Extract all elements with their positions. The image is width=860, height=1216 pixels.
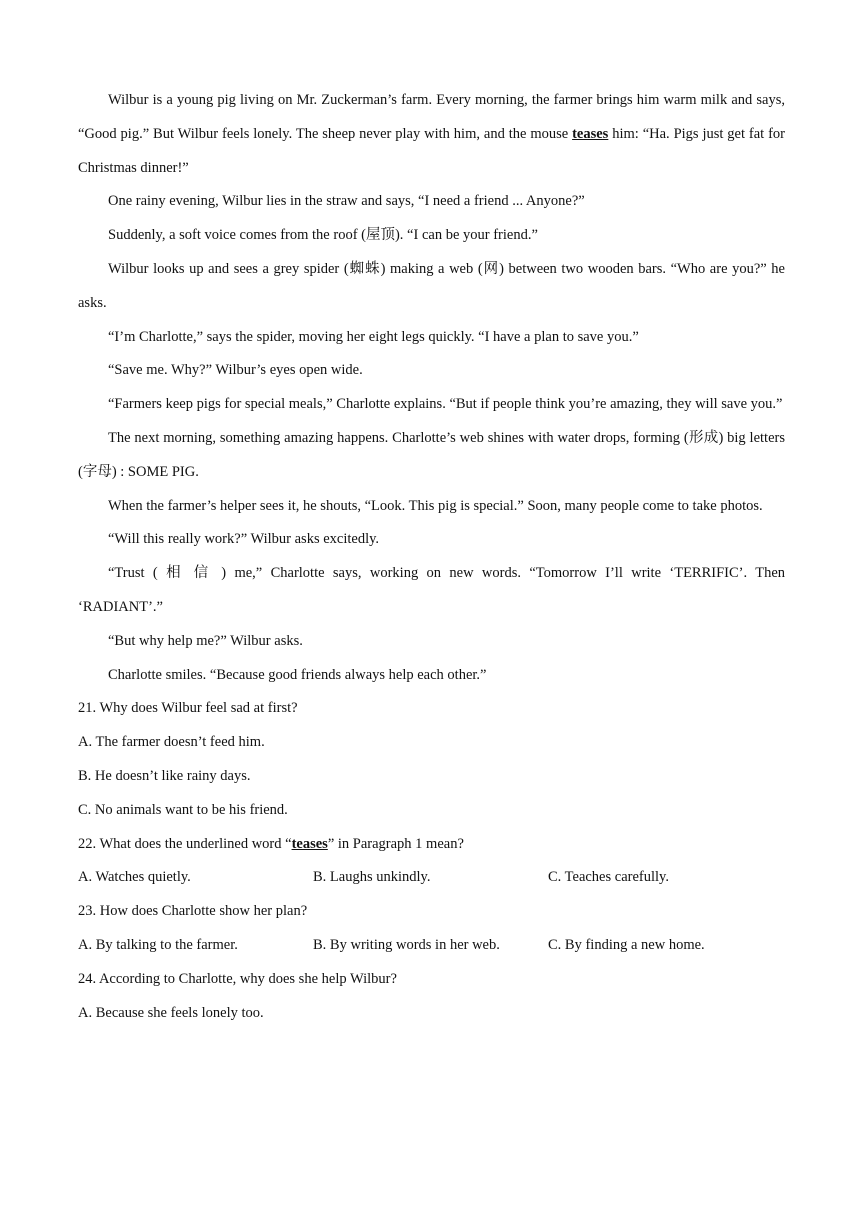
paragraph-4: Wilbur looks up and sees a grey spider (蜘蛛) making a web (网) between two wooden bars. “Who are you?” he asks. [78, 260, 785, 311]
option-c: C. No animals want to be his friend. [78, 801, 288, 818]
option-b: B. By writing words in her web. [313, 936, 500, 953]
question-24 [78, 963, 785, 1031]
question-stem: 24. According to Charlotte, why does she help Wilbur? [78, 970, 397, 987]
question-23 [78, 895, 785, 963]
paragraph-7: “Farmers keep pigs for special meals,” Charlotte explains. “But if people think you’re amazing, they will save you.” [108, 396, 783, 413]
paragraph-1-text-b: him: “Ha. Pigs just get fat for Christmas dinner!” [78, 125, 785, 176]
question-stem-text-b: ” in Paragraph 1 mean? [327, 835, 464, 852]
option-a: A. The farmer doesn’t feed him. [78, 734, 265, 751]
option-c: C. Teaches carefully. [548, 869, 669, 886]
question-22 [78, 828, 785, 896]
underlined-word-teases: teases [572, 125, 609, 142]
option-c: C. By finding a new home. [548, 936, 705, 953]
reading-passage [78, 84, 785, 1030]
question-stem: 21. Why does Wilbur feel sad at first? [78, 700, 298, 717]
question-stem: 23. How does Charlotte show her plan? [78, 903, 308, 920]
option-a: A. By talking to the farmer. [78, 936, 238, 953]
paragraph-13: Charlotte smiles. “Because good friends always help each other.” [108, 666, 487, 683]
paragraph-6: “Save me. Why?” Wilbur’s eyes open wide. [108, 362, 363, 379]
underlined-word-teases: teases [291, 835, 328, 852]
paragraph-12: “But why help me?” Wilbur asks. [108, 632, 303, 649]
question-stem-text-a: 22. What does the underlined word “ [78, 835, 292, 852]
option-b: B. Laughs unkindly. [313, 869, 431, 886]
paragraph-2: One rainy evening, Wilbur lies in the straw and says, “I need a friend ... Anyone?” [108, 193, 585, 210]
options-row [78, 861, 785, 895]
paragraph-1-text-a: Wilbur is a young pig living on Mr. Zuckerman’s farm. Every morning, the farmer brings him warm milk and says, “Good pig.” But Wilbur feels lonely. The sheep never play with him, and the mouse [78, 92, 785, 142]
paragraph-1 [78, 84, 785, 185]
option-a: A. Watches quietly. [78, 869, 191, 886]
question-stem [78, 828, 785, 862]
paragraph-10: “Will this really work?” Wilbur asks excitedly. [108, 531, 380, 548]
paragraph-9: When the farmer’s helper sees it, he shouts, “Look. This pig is special.” Soon, many people come to take photos. [108, 497, 763, 514]
option-a: A. Because she feels lonely too. [78, 1004, 264, 1021]
option-b: B. He doesn’t like rainy days. [78, 767, 251, 784]
options-row [78, 929, 785, 963]
paragraph-8: The next morning, something amazing happens. Charlotte’s web shines with water drops, forming (形成) big letters (字母) : SOME PIG. [78, 429, 785, 480]
paragraph-3: Suddenly, a soft voice comes from the roof (屋顶). “I can be your friend.” [108, 227, 538, 244]
paragraph-11: “Trust ( 相 信 ) me,” Charlotte says, working on new words. “Tomorrow I’ll write ‘TERRIFIC’. Then ‘RADIANT’.” [78, 565, 785, 615]
question-21 [78, 692, 785, 827]
paragraph-5: “I’m Charlotte,” says the spider, moving her eight legs quickly. “I have a plan to save you.” [108, 328, 639, 345]
